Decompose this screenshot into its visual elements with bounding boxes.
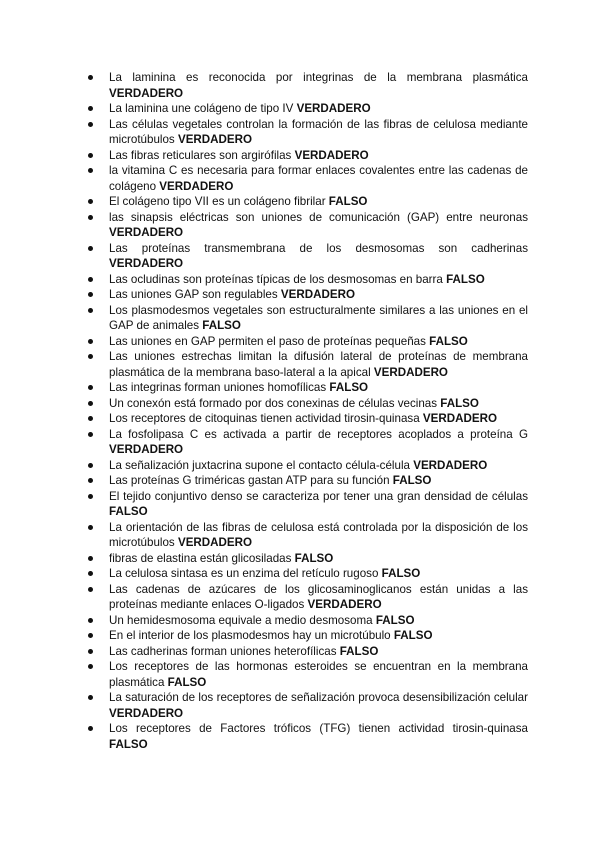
statement-text: Un hemidesmosoma equivale a medio desmosoma [109, 613, 373, 627]
answer-label: VERDADERO [280, 288, 355, 301]
statement-text: Las cadherinas forman uniones heterofílicas [109, 644, 337, 658]
bullet-icon [88, 153, 93, 158]
statement-text: La saturación de los receptores de señalización provoca desensibilización celular [109, 691, 528, 704]
statement-list [88, 70, 528, 752]
bullet-icon [88, 571, 93, 576]
bullet-icon [88, 308, 93, 313]
statement-text: Los receptores de citoquinas tienen actividad tirosin-quinasa [109, 412, 420, 425]
answer-label: FALSO [329, 381, 369, 394]
list-item [88, 659, 528, 690]
answer-label: VERDADERO [296, 102, 371, 115]
statement-text: La laminina es reconocida por integrinas de la membrana plasmática [109, 71, 528, 84]
list-item [88, 489, 528, 520]
answer-label: VERDADERO [109, 257, 184, 270]
answer-label: VERDADERO [159, 179, 234, 193]
statement-text: las sinapsis eléctricas son uniones de comunicación (GAP) entre neuronas [109, 210, 528, 224]
statement-text: Los receptores de las hormonas esteroides se encuentran en la membrana plasmática [109, 660, 528, 689]
bullet-icon [88, 726, 93, 731]
list-item [88, 411, 528, 427]
answer-label: FALSO [202, 319, 241, 332]
statement-text: Los receptores de Factores tróficos (TFG) tienen actividad tirosin-quinasa [109, 722, 528, 735]
answer-label: FALSO [328, 195, 368, 208]
statement-text: fibras de elastina están glicosiladas [109, 551, 292, 565]
list-item [88, 396, 528, 412]
list-item [88, 520, 528, 551]
list-item [88, 613, 528, 629]
answer-label: FALSO [440, 396, 479, 410]
bullet-icon [88, 463, 93, 468]
answer-label: FALSO [392, 474, 432, 487]
answer-label: FALSO [294, 551, 334, 565]
list-item [88, 70, 528, 101]
list-item [88, 566, 528, 582]
answer-label: FALSO [381, 567, 421, 580]
answer-label: VERDADERO [294, 148, 369, 162]
statement-text: Las uniones estrechas limitan la difusión lateral de proteínas de membrana plasmática de la membrana baso-lateral a la apical [109, 350, 528, 379]
list-item [88, 287, 528, 303]
list-item [88, 334, 528, 350]
bullet-icon [88, 292, 93, 297]
statement-text: Las proteínas G triméricas gastan ATP para su función [109, 474, 390, 487]
list-item [88, 163, 528, 194]
list-item [88, 427, 528, 458]
list-item [88, 210, 528, 241]
statement-text: Las cadenas de azúcares de los glicosaminoglicanos están unidas a las proteínas mediante enlaces O-ligados [109, 582, 528, 611]
list-item [88, 690, 528, 721]
list-item [88, 117, 528, 148]
bullet-icon [88, 649, 93, 654]
statement-text: la vitamina C es necesaria para formar enlaces covalentes entre las cadenas de colágeno [109, 164, 528, 193]
list-item [88, 380, 528, 396]
answer-label: VERDADERO [307, 598, 382, 611]
bullet-icon [88, 75, 93, 80]
answer-label: VERDADERO [109, 706, 184, 720]
bullet-icon [88, 556, 93, 561]
statement-text: La fosfolipasa C es activada a partir de receptores acoplados a proteína G [109, 427, 528, 441]
answer-label: VERDADERO [177, 536, 253, 549]
answer-label: VERDADERO [413, 458, 488, 472]
list-item [88, 628, 528, 644]
bullet-icon [88, 664, 93, 669]
answer-label: FALSO [393, 629, 433, 642]
bullet-icon [88, 416, 93, 421]
answer-label: FALSO [375, 613, 415, 627]
bullet-icon [88, 525, 93, 530]
bullet-icon [88, 633, 93, 638]
list-item [88, 551, 528, 567]
bullet-icon [88, 385, 93, 390]
bullet-icon [88, 215, 93, 220]
statement-text: Las uniones GAP son regulables [109, 288, 278, 301]
list-item [88, 582, 528, 613]
statement-text: El tejido conjuntivo denso se caracteriza por tener una gran densidad de células [109, 489, 528, 503]
answer-label: FALSO [446, 272, 485, 286]
statement-text: La celulosa sintasa es un enzima del retículo rugoso [109, 567, 379, 580]
bullet-icon [88, 618, 93, 623]
bullet-icon [88, 587, 93, 592]
statement-text: El colágeno tipo VII es un colágeno fibrilar [109, 195, 326, 208]
statement-text: La laminina une colágeno de tipo IV [109, 102, 294, 115]
bullet-icon [88, 695, 93, 700]
answer-label: FALSO [109, 505, 148, 518]
statement-text: Las proteínas transmembrana de los desmosomas son cadherinas [109, 241, 528, 255]
list-item [88, 473, 528, 489]
answer-label: FALSO [339, 644, 379, 658]
answer-label: VERDADERO [109, 226, 184, 239]
list-item [88, 148, 528, 164]
list-item [88, 241, 528, 272]
bullet-icon [88, 277, 93, 282]
bullet-icon [88, 478, 93, 483]
bullet-icon [88, 432, 93, 437]
bullet-icon [88, 106, 93, 111]
bullet-icon [88, 354, 93, 359]
statement-text: La señalización juxtacrina supone el contacto célula-célula [109, 458, 410, 472]
answer-label: VERDADERO [109, 86, 184, 100]
bullet-icon [88, 339, 93, 344]
bullet-icon [88, 122, 93, 127]
answer-label: VERDADERO [422, 412, 497, 425]
list-item [88, 101, 528, 117]
answer-label: VERDADERO [373, 365, 448, 379]
statement-text: Las ocludinas son proteínas típicas de los desmosomas en barra [109, 272, 443, 286]
bullet-icon [88, 246, 93, 251]
bullet-icon [88, 199, 93, 204]
list-item [88, 644, 528, 660]
statement-text: Las fibras reticulares son argirófilas [109, 148, 292, 162]
statement-text: La orientación de las fibras de celulosa está controlada por la disposición de los microtúbulos [109, 520, 528, 549]
bullet-icon [88, 494, 93, 499]
list-item [88, 194, 528, 210]
statement-text: En el interior de los plasmodesmos hay un microtúbulo [109, 629, 391, 642]
statement-text: Las células vegetales controlan la formación de las fibras de celulosa mediante microtúbulos [109, 117, 528, 146]
list-item [88, 458, 528, 474]
list-item [88, 349, 528, 380]
answer-label: VERDADERO [177, 133, 253, 146]
statement-text: Las integrinas forman uniones homofílicas [109, 381, 327, 394]
answer-label: VERDADERO [109, 443, 184, 456]
bullet-icon [88, 401, 93, 406]
list-item [88, 721, 528, 752]
statement-text: Los plasmodesmos vegetales son estructuralmente similares a las uniones en el GAP de animales [109, 303, 528, 332]
bullet-icon [88, 168, 93, 173]
answer-label: FALSO [109, 737, 148, 751]
list-item [88, 272, 528, 288]
list-item [88, 303, 528, 334]
answer-label: FALSO [429, 334, 468, 348]
answer-label: FALSO [167, 675, 207, 689]
statement-text: Un conexón está formado por dos conexinas de células vecinas [109, 396, 438, 410]
statement-text: Las uniones en GAP permiten el paso de proteínas pequeñas [109, 334, 426, 348]
